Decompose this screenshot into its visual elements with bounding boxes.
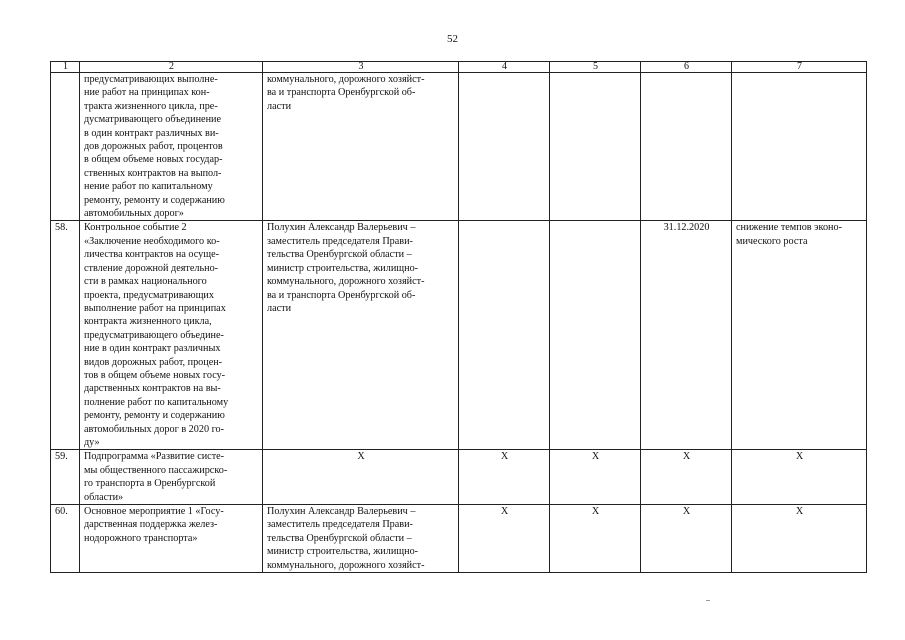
header-col-1: 1 (51, 62, 80, 73)
cell-col-5 (550, 73, 641, 221)
responsible-person: X (263, 450, 459, 505)
cell-col-5: X (550, 505, 641, 573)
responsible-person: Полухин Александр Валерьевич – заместитель председателя Прави- тельства Оренбургской области – министр строительства, жилищно- коммунального, дорожного хозяйст- (263, 505, 459, 573)
cell-col-6: X (641, 505, 732, 573)
row-number: 58. (51, 221, 80, 450)
header-col-3: 3 (263, 62, 459, 73)
cell-col-6: X (641, 450, 732, 505)
table-row (51, 73, 867, 221)
cell-col-5: X (550, 450, 641, 505)
header-col-6: 6 (641, 62, 732, 73)
cell-col-7 (732, 73, 867, 221)
cell-col-6 (641, 73, 732, 221)
event-name: Подпрограмма «Развитие систе- мы общественного пассажирско- го транспорта в Оренбургской области» (80, 450, 263, 505)
cell-col-5 (550, 221, 641, 450)
table-row (51, 221, 867, 450)
row-number: 60. (51, 505, 80, 573)
event-name: предусматривающих выполне- ние работ на принципах кон- тракта жизненного цикла, пре- дусматривающего объединение в один контракт различных ви- дов дорожных работ, процентов в общем объеме новых государ- ственных контрактов на выпол- нение работ по капитальному ремонту, ремонту и содержанию автомобильных дорог» (80, 73, 263, 221)
cell-col-4: X (459, 450, 550, 505)
table-row (51, 450, 867, 505)
cell-col-4: X (459, 505, 550, 573)
header-col-2: 2 (80, 62, 263, 73)
header-row (51, 62, 867, 73)
deadline-date: 31.12.2020 (641, 221, 732, 450)
event-name: Основное мероприятие 1 «Госу- дарственная поддержка желез- нодорожного транспорта» (80, 505, 263, 573)
header-col-7: 7 (732, 62, 867, 73)
row-number: 59. (51, 450, 80, 505)
table-row (51, 505, 867, 573)
cell-col-4 (459, 73, 550, 221)
page-number: 52 (447, 33, 458, 45)
responsible-person: коммунального, дорожного хозяйст- ва и транспорта Оренбургской об- ласти (263, 73, 459, 221)
header-col-4: 4 (459, 62, 550, 73)
cell-col-7: X (732, 505, 867, 573)
cell-col-7: X (732, 450, 867, 505)
plan-table (50, 61, 867, 573)
event-name: Контрольное событие 2 «Заключение необходимого ко- личества контрактов на осуще- ствление дорожной деятельно- сти в рамках национального проекта, предусматривающих выполнение работ на принципах контракта жизненного цикла, предусматривающего объедине- ние в один контракт различных видов дорожных работ, процен- тов в общем объеме новых госу- дарственных контрактов на вы- полнение работ по капитальному ремонту, ремонту и содержанию автомобильных дорог в 2020 го- ду» (80, 221, 263, 450)
row-number (51, 73, 80, 221)
responsible-person: Полухин Александр Валерьевич – заместитель председателя Прави- тельства Оренбургской области – министр строительства, жилищно- коммунального, дорожного хозяйст- ва и транспорта Оренбургской об- ласти (263, 221, 459, 450)
scan-mark (706, 600, 710, 601)
cell-col-4 (459, 221, 550, 450)
risk-consequence: снижение темпов эконо- мического роста (732, 221, 867, 450)
header-col-5: 5 (550, 62, 641, 73)
